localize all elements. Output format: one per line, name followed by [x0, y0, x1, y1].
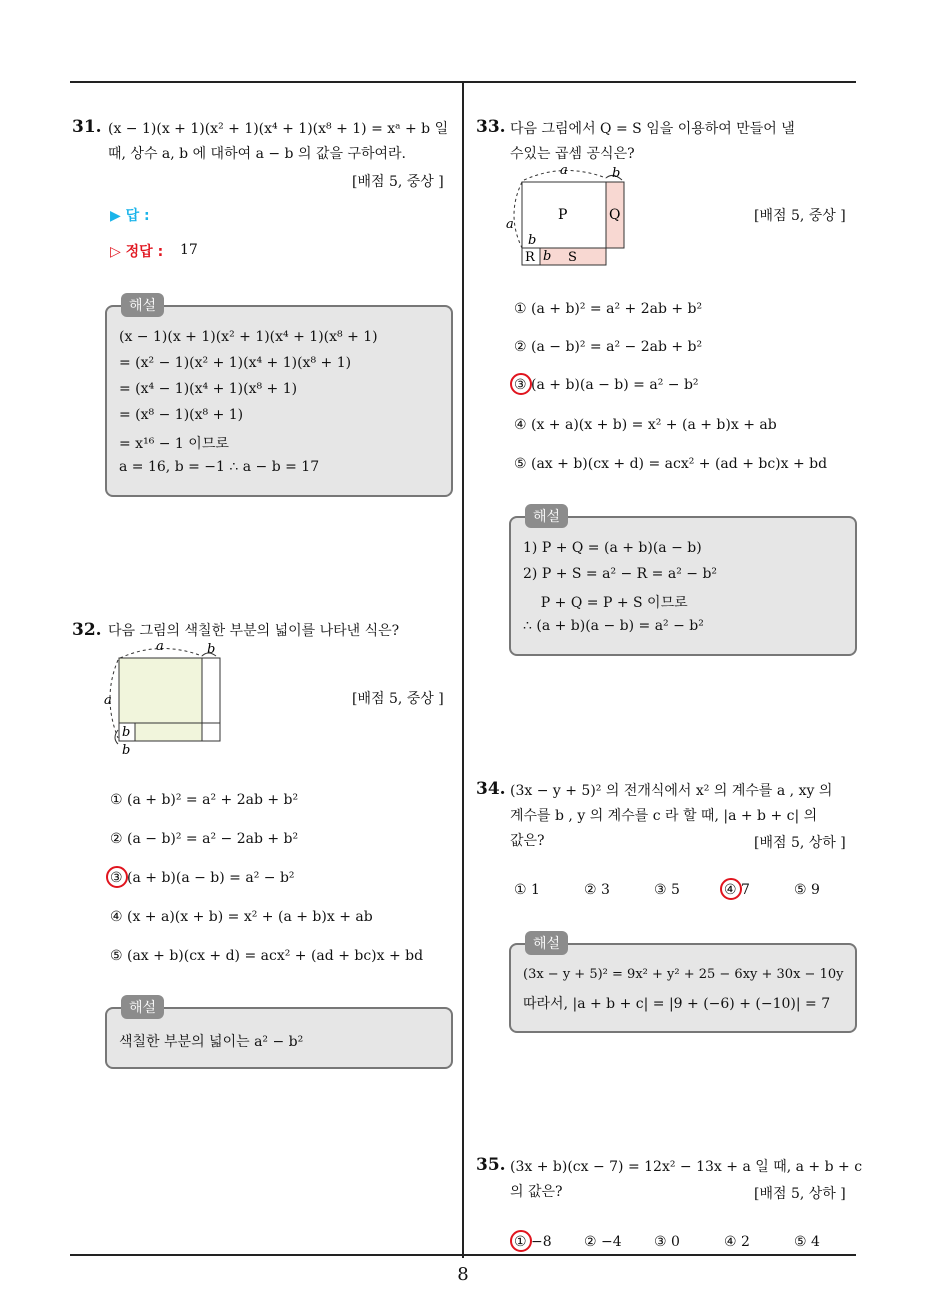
choice-2[interactable]: ② (a − b)² = a² − 2ab + b² — [514, 339, 703, 355]
choice-3[interactable]: ③ 5 — [654, 882, 680, 898]
solution-tab: 해설 — [525, 504, 568, 528]
label-b-small: b — [528, 233, 537, 248]
selected-choice-circle — [510, 373, 532, 395]
question-number: 35. — [476, 1155, 506, 1175]
solution-box — [509, 936, 857, 1033]
question-text-line1: 다음 그림에서 Q = S 임을 이용하여 만들어 낼 — [510, 121, 795, 137]
question-text-line2: 때, 상수 a, b 에 대하여 a − b 의 값을 구하여라. — [108, 146, 406, 162]
question-text-line1: (3x + b)(cx − 7) = 12x² − 13x + a 일 때, a + b + c — [510, 1159, 863, 1175]
solution-line: P + Q = P + S 이므로 — [523, 595, 688, 611]
selected-choice-circle — [720, 878, 742, 900]
choice-4[interactable]: ④ 2 — [724, 1234, 750, 1250]
difficulty-label: [배점 5, 중상 ] — [754, 208, 846, 224]
choice-1[interactable]: ① 1 — [514, 882, 540, 898]
selected-choice-circle — [106, 866, 128, 888]
solution-box — [509, 509, 857, 656]
label-a-top: a — [156, 639, 164, 654]
label-S: S — [568, 250, 577, 265]
choice-3[interactable]: ③ (a + b)(a − b) = a² − b² — [110, 870, 295, 886]
difficulty-label: [배점 5, 중상 ] — [352, 174, 444, 190]
label-a-left: a — [506, 217, 514, 232]
difficulty-label: [배점 5, 중상 ] — [352, 691, 444, 707]
solution-line: = (x⁸ − 1)(x⁸ + 1) — [119, 407, 244, 423]
question-text-line3: 값은? — [510, 833, 545, 849]
selected-choice-circle — [510, 1230, 532, 1252]
answer-label: ▶ 답 : — [110, 208, 150, 224]
solution-line: = x¹⁶ − 1 이므로 — [119, 436, 229, 452]
difficulty-label: [배점 5, 상하 ] — [754, 835, 846, 851]
label-b-top: b — [612, 166, 621, 181]
correct-answer-value: 17 — [180, 242, 198, 258]
solution-line: 따라서, |a + b + c| = |9 + (−6) + (−10)| = 7 — [523, 996, 831, 1012]
choice-5[interactable]: ⑤ (ax + b)(cx + d) = acx² + (ad + bc)x + bd — [110, 948, 424, 964]
label-b-inner: b — [122, 725, 131, 740]
question-text-line2: 의 값은? — [510, 1184, 563, 1200]
solution-line: 1) P + Q = (a + b)(a − b) — [523, 540, 702, 556]
area-figure-32 — [100, 638, 230, 758]
choice-2[interactable]: ② 3 — [584, 882, 610, 898]
question-text-line1: (3x − y + 5)² 의 전개식에서 x² 의 계수를 a , xy 의 — [510, 783, 833, 799]
solution-box — [105, 298, 453, 497]
solution-tab: 해설 — [121, 995, 164, 1019]
solution-line: (3x − y + 5)² = 9x² + y² + 25 − 6xy + 30x − 10y — [523, 967, 844, 982]
choice-5[interactable]: ⑤ 9 — [794, 882, 820, 898]
choice-3[interactable]: ③ (a + b)(a − b) = a² − b² — [514, 377, 699, 393]
question-number: 32. — [72, 620, 102, 640]
question-text-line1: 다음 그림의 색칠한 부분의 넓이를 나타낸 식은? — [108, 623, 400, 639]
choice-1[interactable]: ① (a + b)² = a² + 2ab + b² — [514, 301, 703, 317]
choice-2[interactable]: ② −4 — [584, 1234, 622, 1250]
choice-5[interactable]: ⑤ 4 — [794, 1234, 820, 1250]
choice-4[interactable]: ④ (x + a)(x + b) = x² + (a + b)x + ab — [514, 417, 777, 433]
label-b-bottom: b — [122, 743, 131, 758]
label-a-top: a — [560, 163, 568, 178]
label-b-top: b — [207, 642, 216, 657]
choice-5[interactable]: ⑤ (ax + b)(cx + d) = acx² + (ad + bc)x + bd — [514, 456, 828, 472]
solution-tab: 해설 — [121, 293, 164, 317]
page-number: 8 — [457, 1264, 469, 1285]
choice-1[interactable]: ① −8 — [514, 1234, 552, 1250]
correct-answer-label: ▷ 정답 : — [110, 244, 164, 260]
label-b-r: b — [543, 249, 552, 264]
solution-line: = (x² − 1)(x² + 1)(x⁴ + 1)(x⁸ + 1) — [119, 355, 352, 371]
choice-3[interactable]: ③ 0 — [654, 1234, 680, 1250]
solution-line: 2) P + S = a² − R = a² − b² — [523, 566, 718, 582]
solution-line: 색칠한 부분의 넓이는 a² − b² — [119, 1034, 304, 1050]
label-P: P — [558, 207, 568, 223]
area-figure-33 — [502, 160, 632, 270]
column-divider — [462, 83, 464, 1258]
solution-line: ∴ (a + b)(a − b) = a² − b² — [523, 618, 704, 634]
question-text-line2: 계수를 b , y 의 계수를 c 라 할 때, |a + b + c| 의 — [510, 808, 818, 824]
question-text-line1: (x − 1)(x + 1)(x² + 1)(x⁴ + 1)(x⁸ + 1) = xᵃ + b 일 — [108, 121, 449, 137]
choice-4[interactable]: ④ (x + a)(x + b) = x² + (a + b)x + ab — [110, 909, 373, 925]
question-number: 34. — [476, 779, 506, 799]
choice-1[interactable]: ① (a + b)² = a² + 2ab + b² — [110, 792, 299, 808]
question-text-line2: 수있는 곱셈 공식은? — [510, 146, 635, 162]
solution-line: = (x⁴ − 1)(x⁴ + 1)(x⁸ + 1) — [119, 381, 298, 397]
solution-line: (x − 1)(x + 1)(x² + 1)(x⁴ + 1)(x⁸ + 1) — [119, 329, 378, 345]
difficulty-label: [배점 5, 상하 ] — [754, 1186, 846, 1202]
question-number: 33. — [476, 117, 506, 137]
solution-tab: 해설 — [525, 931, 568, 955]
choice-2[interactable]: ② (a − b)² = a² − 2ab + b² — [110, 831, 299, 847]
question-number: 31. — [72, 117, 102, 137]
solution-box — [105, 1000, 453, 1069]
label-a-left: a — [104, 693, 112, 708]
solution-line: a = 16, b = −1 ∴ a − b = 17 — [119, 459, 320, 475]
label-R: R — [525, 250, 535, 265]
choice-4[interactable]: ④ 7 — [724, 882, 750, 898]
bottom-rule — [70, 1254, 856, 1256]
label-Q: Q — [609, 207, 621, 223]
